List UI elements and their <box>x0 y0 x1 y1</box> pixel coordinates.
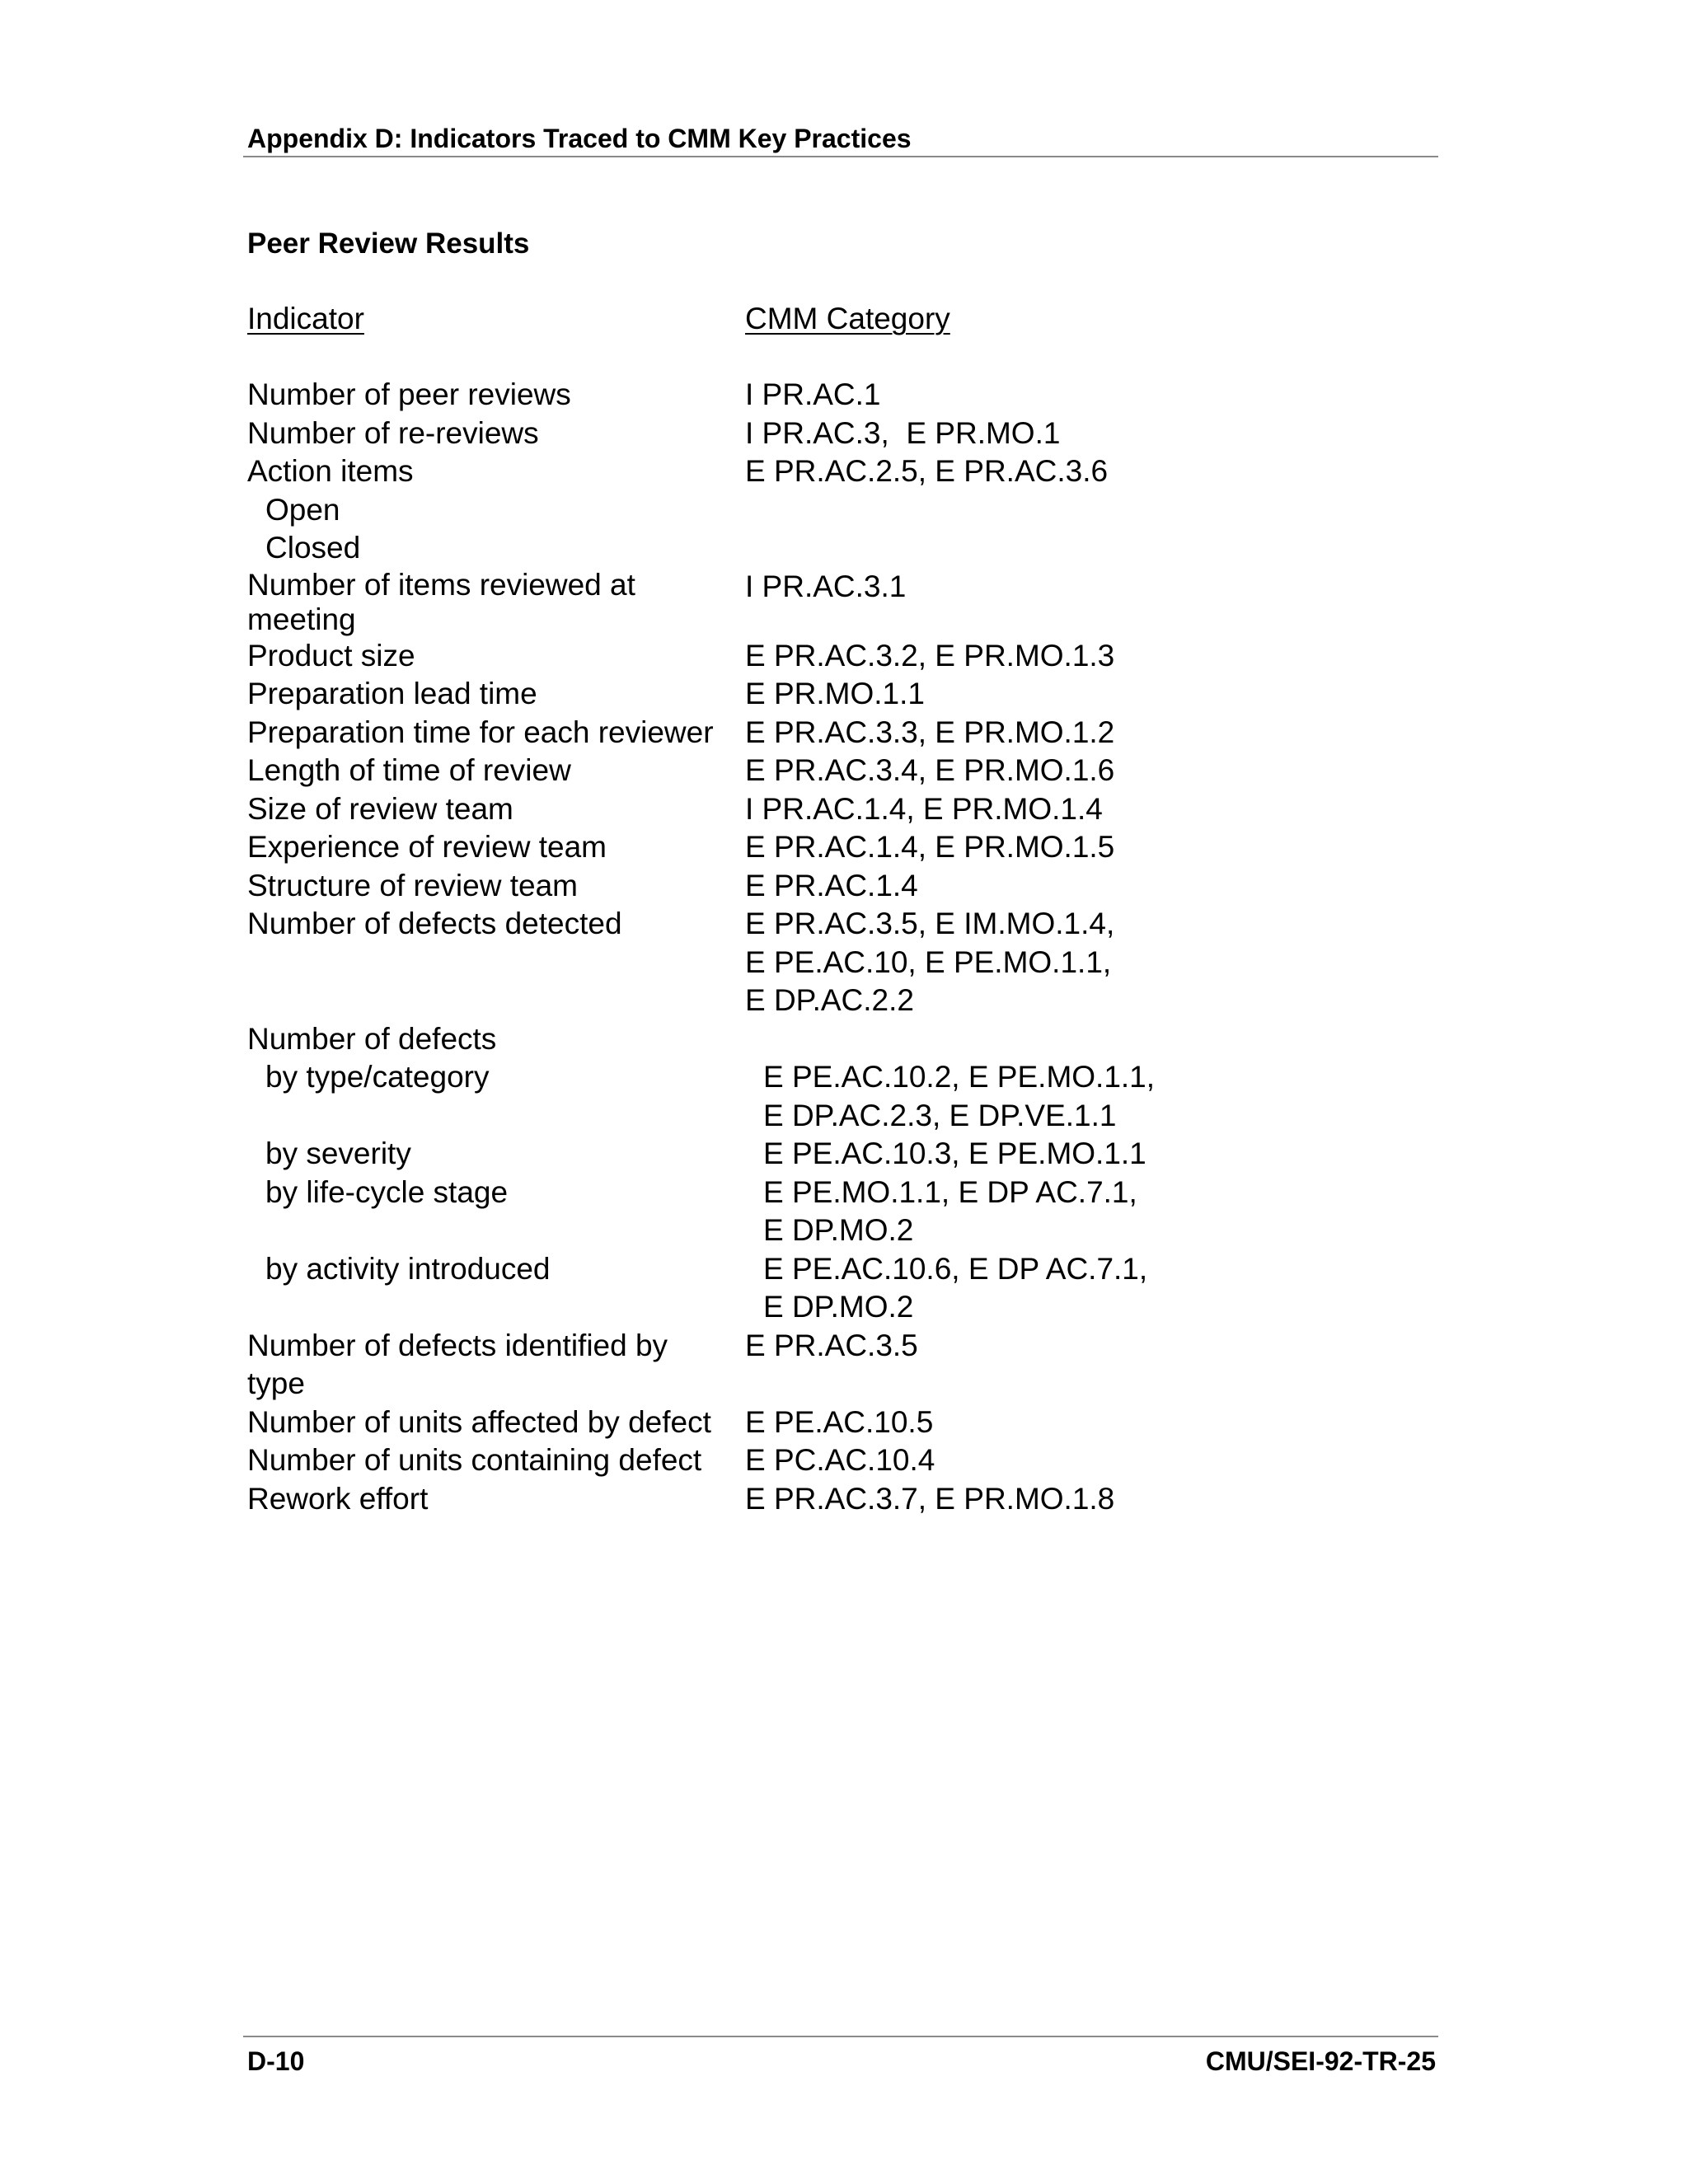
indicator-text: Preparation lead time <box>247 677 537 710</box>
indicator-cell <box>247 1058 763 1135</box>
table-row <box>247 714 1236 752</box>
cmm-category-cell <box>763 1135 1236 1174</box>
indicator-text: Size of review team <box>247 791 513 826</box>
indicator-cell <box>247 529 763 568</box>
cmm-category-cell <box>745 790 1236 829</box>
indicator-table <box>247 376 1236 1518</box>
indicator-text: Rework effort <box>247 1481 429 1516</box>
table-row <box>247 1480 1236 1519</box>
cmm-category-cell <box>763 529 1236 568</box>
cmm-category-text <box>763 491 1236 530</box>
indicator-cell <box>247 1250 763 1327</box>
page-number: D-10 <box>247 2046 305 2076</box>
table-row <box>247 675 1236 714</box>
table-row <box>247 1404 1236 1442</box>
indicator-text: Number of units containing defect <box>247 1443 702 1477</box>
indicator-text: meeting <box>247 602 356 636</box>
cmm-category-cell <box>745 1441 1236 1480</box>
table-row <box>247 376 1236 415</box>
table-row <box>247 867 1236 906</box>
cmm-category-cell <box>763 1058 1236 1135</box>
table-row <box>247 415 1236 453</box>
cmm-category-text: E DP.AC.2.3, E DP.VE.1.1 <box>763 1098 1117 1132</box>
cmm-category-cell <box>745 675 1236 714</box>
table-row <box>247 1135 1236 1174</box>
table-row <box>247 752 1236 790</box>
cmm-category-text: E PR.AC.3.7, E PR.MO.1.8 <box>745 1481 1115 1516</box>
table-row <box>247 905 1236 1020</box>
cmm-category-cell <box>763 491 1236 530</box>
cmm-category-text: E PR.MO.1.1 <box>745 677 925 710</box>
indicator-cell <box>247 452 745 491</box>
table-row <box>247 1058 1236 1135</box>
cmm-category-text: I PR.AC.3, E PR.MO.1 <box>745 415 1061 450</box>
indicator-cell <box>247 905 745 1020</box>
cmm-category-text: E PE.AC.10.2, E PE.MO.1.1, <box>763 1060 1156 1094</box>
cmm-category-text: E DP.MO.2 <box>763 1290 914 1324</box>
cmm-category-text: E PR.AC.3.4, E PR.MO.1.6 <box>745 753 1115 787</box>
indicator-text: Preparation time for each reviewer <box>247 715 714 749</box>
indicator-cell <box>247 1174 763 1250</box>
cmm-category-cell <box>745 828 1236 867</box>
indicator-cell <box>247 790 745 829</box>
cmm-category-text: E PR.AC.1.4 <box>745 868 918 902</box>
table-row <box>247 790 1236 829</box>
table-row <box>247 452 1236 491</box>
indicator-cell <box>247 1020 745 1059</box>
table-row <box>247 828 1236 867</box>
cmm-category-text: E PR.AC.3.5 <box>745 1328 918 1362</box>
cmm-category-text: E PE.AC.10, E PE.MO.1.1, <box>745 944 1112 979</box>
cmm-category-cell <box>763 1250 1236 1327</box>
cmm-category-cell <box>745 714 1236 752</box>
indicator-text: by severity <box>265 1137 411 1170</box>
cmm-category-text: E PR.AC.2.5, E PR.AC.3.6 <box>745 454 1109 488</box>
table-row <box>247 491 1236 530</box>
indicator-text: by activity introduced <box>265 1251 551 1286</box>
cmm-category-text: I PR.AC.1.4, E PR.MO.1.4 <box>745 791 1103 826</box>
cmm-category-text: I PR.AC.1 <box>745 377 881 411</box>
indicator-text: Number of re-reviews <box>247 415 539 450</box>
column-header-cmm-category: CMM Category <box>745 302 950 335</box>
cmm-category-cell <box>745 1480 1236 1519</box>
indicator-cell <box>247 1327 745 1404</box>
indicator-cell <box>247 415 745 453</box>
indicator-text: Number of units affected by defect <box>247 1404 711 1439</box>
indicator-cell <box>247 1480 745 1519</box>
indicator-cell <box>247 568 745 637</box>
cmm-category-cell <box>745 415 1236 453</box>
indicator-cell <box>247 867 745 906</box>
cmm-category-cell <box>763 1174 1236 1250</box>
cmm-category-cell <box>745 452 1236 491</box>
cmm-category-text: E PR.AC.1.4, E PR.MO.1.5 <box>745 830 1115 864</box>
indicator-text: type <box>247 1366 305 1400</box>
indicator-text: Number of items reviewed at <box>247 567 635 602</box>
indicator-cell <box>247 828 745 867</box>
section-title: Peer Review Results <box>247 227 530 260</box>
indicator-cell <box>247 714 745 752</box>
indicator-text: Experience of review team <box>247 830 607 864</box>
indicator-cell <box>247 637 745 676</box>
table-row <box>247 1174 1236 1250</box>
cmm-category-text: E PC.AC.10.4 <box>745 1443 935 1477</box>
indicator-text: Number of defects detected <box>247 907 622 940</box>
cmm-category-text: E PR.AC.3.2, E PR.MO.1.3 <box>745 638 1115 673</box>
footer-rule <box>243 2036 1438 2037</box>
table-row <box>247 529 1236 568</box>
cmm-category-text: E PR.AC.3.3, E PR.MO.1.2 <box>745 715 1115 749</box>
table-row <box>247 637 1236 676</box>
indicator-text: Length of time of review <box>247 753 571 787</box>
report-id: CMU/SEI-92-TR-25 <box>1205 2046 1436 2076</box>
indicator-text: Number of defects <box>247 1021 497 1056</box>
cmm-category-text: E PE.AC.10.3, E PE.MO.1.1 <box>763 1137 1146 1170</box>
table-row <box>247 568 1236 637</box>
cmm-category-cell <box>745 568 1236 637</box>
indicator-text: by type/category <box>265 1060 490 1094</box>
indicator-cell <box>247 752 745 790</box>
indicator-cell <box>247 1404 745 1442</box>
indicator-text: Product size <box>247 638 415 673</box>
indicator-cell <box>247 675 745 714</box>
cmm-category-text <box>745 1020 1236 1059</box>
cmm-category-text: E PE.AC.10.6, E DP AC.7.1, <box>763 1251 1148 1286</box>
cmm-category-cell <box>745 376 1236 415</box>
indicator-text: Number of defects identified by <box>247 1328 668 1362</box>
cmm-category-cell <box>745 867 1236 906</box>
cmm-category-text: E DP.MO.2 <box>763 1213 914 1247</box>
cmm-category-cell <box>745 905 1236 1020</box>
indicator-text: Number of peer reviews <box>247 377 571 411</box>
header-rule <box>243 156 1438 157</box>
column-header-indicator: Indicator <box>247 302 364 335</box>
table-row <box>247 1020 1236 1059</box>
indicator-text: Closed <box>265 531 361 565</box>
indicator-cell <box>247 491 763 530</box>
indicator-text: by life-cycle stage <box>265 1174 509 1209</box>
indicator-text: Open <box>265 492 340 527</box>
indicator-cell <box>247 1441 745 1480</box>
cmm-category-cell <box>745 1404 1236 1442</box>
cmm-category-text: E PE.MO.1.1, E DP AC.7.1, <box>763 1174 1137 1209</box>
cmm-category-cell <box>745 1020 1236 1059</box>
table-row <box>247 1250 1236 1327</box>
table-row <box>247 1441 1236 1480</box>
page-header: Appendix D: Indicators Traced to CMM Key Practices <box>247 124 912 153</box>
indicator-cell <box>247 1135 763 1174</box>
cmm-category-text: E PE.AC.10.5 <box>745 1404 934 1439</box>
indicator-cell <box>247 376 745 415</box>
indicator-text: Structure of review team <box>247 868 578 902</box>
cmm-category-text <box>763 529 1236 568</box>
cmm-category-text: I PR.AC.3.1 <box>745 569 907 603</box>
cmm-category-text: E PR.AC.3.5, E IM.MO.1.4, <box>745 907 1115 940</box>
indicator-text: Action items <box>247 454 414 488</box>
cmm-category-cell <box>745 752 1236 790</box>
cmm-category-text: E DP.AC.2.2 <box>745 983 914 1017</box>
cmm-category-cell <box>745 1327 1236 1404</box>
table-row <box>247 1327 1236 1404</box>
cmm-category-cell <box>745 637 1236 676</box>
